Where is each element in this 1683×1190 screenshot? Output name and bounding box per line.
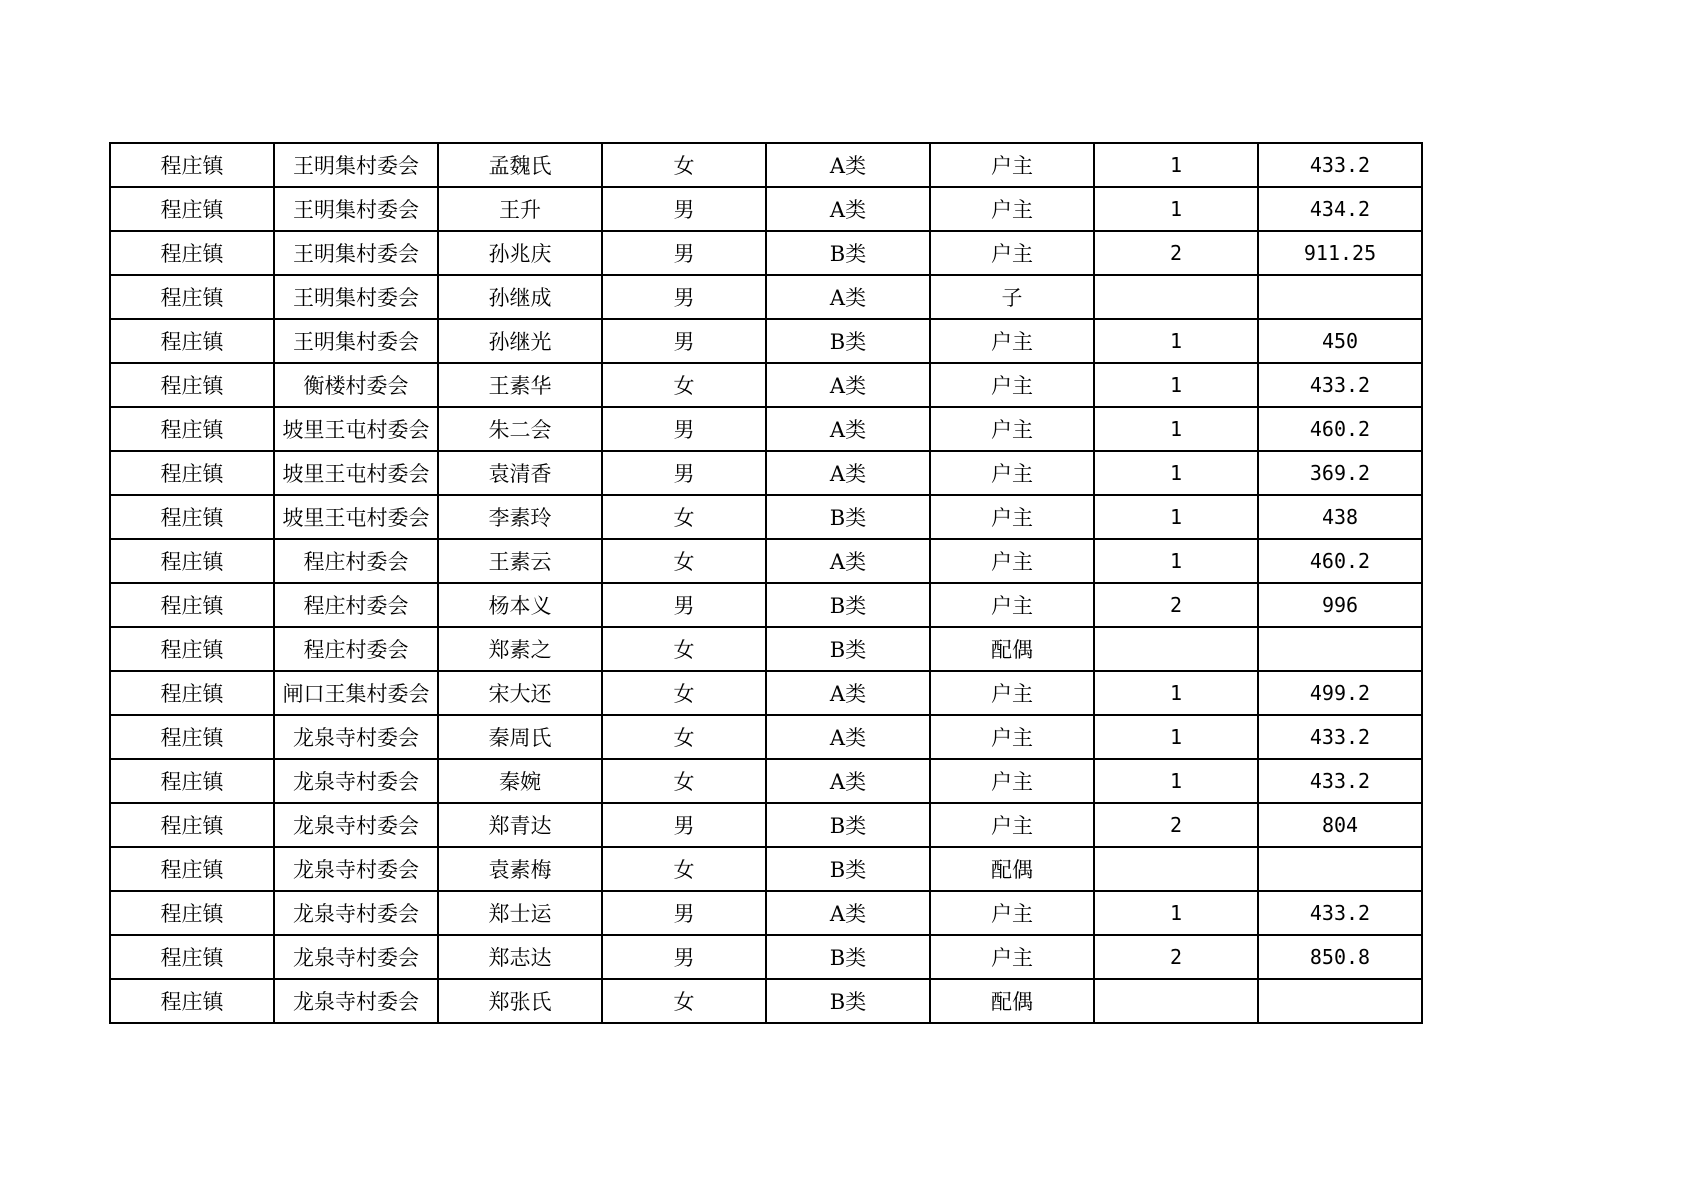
cell-relation: 子 bbox=[930, 275, 1094, 319]
data-table bbox=[109, 142, 1423, 1024]
table-row bbox=[110, 627, 1422, 671]
cell-category: A类 bbox=[766, 715, 930, 759]
cell-category: A类 bbox=[766, 363, 930, 407]
cell-village: 龙泉寺村委会 bbox=[274, 935, 438, 979]
cell-town: 程庄镇 bbox=[110, 891, 274, 935]
cell-relation: 户主 bbox=[930, 803, 1094, 847]
cell-village: 龙泉寺村委会 bbox=[274, 803, 438, 847]
cell-name: 孟魏氏 bbox=[438, 143, 602, 187]
cell-category: A类 bbox=[766, 671, 930, 715]
cell-village: 程庄村委会 bbox=[274, 539, 438, 583]
cell-town: 程庄镇 bbox=[110, 451, 274, 495]
cell-relation: 户主 bbox=[930, 187, 1094, 231]
cell-name: 孙兆庆 bbox=[438, 231, 602, 275]
table-row bbox=[110, 539, 1422, 583]
cell-count: 1 bbox=[1094, 495, 1258, 539]
cell-name: 秦周氏 bbox=[438, 715, 602, 759]
table-row bbox=[110, 891, 1422, 935]
cell-category: A类 bbox=[766, 187, 930, 231]
cell-count: 1 bbox=[1094, 407, 1258, 451]
cell-gender: 男 bbox=[602, 187, 766, 231]
cell-count: 1 bbox=[1094, 671, 1258, 715]
cell-count: 1 bbox=[1094, 759, 1258, 803]
cell-amount: 850.8 bbox=[1258, 935, 1422, 979]
table-row bbox=[110, 407, 1422, 451]
cell-name: 袁清香 bbox=[438, 451, 602, 495]
cell-town: 程庄镇 bbox=[110, 187, 274, 231]
cell-name: 王素云 bbox=[438, 539, 602, 583]
cell-town: 程庄镇 bbox=[110, 935, 274, 979]
cell-gender: 女 bbox=[602, 759, 766, 803]
cell-village: 坡里王屯村委会 bbox=[274, 495, 438, 539]
cell-category: A类 bbox=[766, 451, 930, 495]
cell-village: 程庄村委会 bbox=[274, 583, 438, 627]
cell-town: 程庄镇 bbox=[110, 143, 274, 187]
cell-category: A类 bbox=[766, 759, 930, 803]
cell-count bbox=[1094, 979, 1258, 1023]
cell-relation: 户主 bbox=[930, 143, 1094, 187]
cell-name: 杨本义 bbox=[438, 583, 602, 627]
cell-count: 2 bbox=[1094, 803, 1258, 847]
cell-town: 程庄镇 bbox=[110, 495, 274, 539]
cell-name: 朱二会 bbox=[438, 407, 602, 451]
cell-village: 王明集村委会 bbox=[274, 187, 438, 231]
cell-gender: 女 bbox=[602, 715, 766, 759]
cell-village: 坡里王屯村委会 bbox=[274, 407, 438, 451]
cell-relation: 户主 bbox=[930, 495, 1094, 539]
cell-relation: 户主 bbox=[930, 935, 1094, 979]
table-row bbox=[110, 319, 1422, 363]
cell-count bbox=[1094, 627, 1258, 671]
cell-relation: 户主 bbox=[930, 319, 1094, 363]
cell-name: 袁素梅 bbox=[438, 847, 602, 891]
cell-count: 2 bbox=[1094, 935, 1258, 979]
cell-category: B类 bbox=[766, 319, 930, 363]
cell-town: 程庄镇 bbox=[110, 539, 274, 583]
cell-gender: 男 bbox=[602, 275, 766, 319]
cell-category: B类 bbox=[766, 495, 930, 539]
cell-relation: 户主 bbox=[930, 715, 1094, 759]
cell-amount: 433.2 bbox=[1258, 363, 1422, 407]
cell-amount: 996 bbox=[1258, 583, 1422, 627]
cell-gender: 女 bbox=[602, 495, 766, 539]
cell-amount: 499.2 bbox=[1258, 671, 1422, 715]
cell-relation: 户主 bbox=[930, 759, 1094, 803]
cell-gender: 男 bbox=[602, 451, 766, 495]
cell-name: 郑张氏 bbox=[438, 979, 602, 1023]
cell-town: 程庄镇 bbox=[110, 803, 274, 847]
cell-category: B类 bbox=[766, 231, 930, 275]
cell-category: A类 bbox=[766, 143, 930, 187]
cell-count: 1 bbox=[1094, 319, 1258, 363]
cell-village: 龙泉寺村委会 bbox=[274, 979, 438, 1023]
cell-gender: 女 bbox=[602, 627, 766, 671]
cell-relation: 配偶 bbox=[930, 847, 1094, 891]
cell-town: 程庄镇 bbox=[110, 671, 274, 715]
cell-town: 程庄镇 bbox=[110, 759, 274, 803]
table-row bbox=[110, 715, 1422, 759]
cell-village: 程庄村委会 bbox=[274, 627, 438, 671]
cell-amount bbox=[1258, 847, 1422, 891]
table-row bbox=[110, 495, 1422, 539]
table-row bbox=[110, 979, 1422, 1023]
cell-relation: 户主 bbox=[930, 891, 1094, 935]
cell-category: B类 bbox=[766, 627, 930, 671]
cell-village: 龙泉寺村委会 bbox=[274, 759, 438, 803]
cell-category: B类 bbox=[766, 803, 930, 847]
cell-village: 坡里王屯村委会 bbox=[274, 451, 438, 495]
cell-count: 2 bbox=[1094, 583, 1258, 627]
cell-category: A类 bbox=[766, 407, 930, 451]
cell-count: 1 bbox=[1094, 143, 1258, 187]
cell-amount: 911.25 bbox=[1258, 231, 1422, 275]
cell-town: 程庄镇 bbox=[110, 627, 274, 671]
cell-count bbox=[1094, 275, 1258, 319]
cell-amount: 433.2 bbox=[1258, 715, 1422, 759]
table-body bbox=[110, 143, 1422, 1023]
cell-gender: 女 bbox=[602, 143, 766, 187]
cell-category: B类 bbox=[766, 847, 930, 891]
table-row bbox=[110, 451, 1422, 495]
cell-count: 1 bbox=[1094, 451, 1258, 495]
cell-amount: 433.2 bbox=[1258, 891, 1422, 935]
cell-village: 王明集村委会 bbox=[274, 275, 438, 319]
cell-category: A类 bbox=[766, 891, 930, 935]
cell-town: 程庄镇 bbox=[110, 363, 274, 407]
cell-category: A类 bbox=[766, 539, 930, 583]
cell-count: 1 bbox=[1094, 187, 1258, 231]
cell-count bbox=[1094, 847, 1258, 891]
cell-town: 程庄镇 bbox=[110, 715, 274, 759]
cell-amount bbox=[1258, 979, 1422, 1023]
cell-relation: 户主 bbox=[930, 231, 1094, 275]
cell-relation: 户主 bbox=[930, 363, 1094, 407]
cell-name: 郑青达 bbox=[438, 803, 602, 847]
cell-amount: 369.2 bbox=[1258, 451, 1422, 495]
cell-gender: 男 bbox=[602, 231, 766, 275]
cell-name: 孙继成 bbox=[438, 275, 602, 319]
cell-name: 王素华 bbox=[438, 363, 602, 407]
table-row bbox=[110, 275, 1422, 319]
table-row bbox=[110, 759, 1422, 803]
cell-amount: 433.2 bbox=[1258, 143, 1422, 187]
cell-amount: 434.2 bbox=[1258, 187, 1422, 231]
cell-town: 程庄镇 bbox=[110, 275, 274, 319]
cell-village: 龙泉寺村委会 bbox=[274, 847, 438, 891]
cell-village: 衡楼村委会 bbox=[274, 363, 438, 407]
cell-village: 闸口王集村委会 bbox=[274, 671, 438, 715]
cell-town: 程庄镇 bbox=[110, 407, 274, 451]
cell-gender: 女 bbox=[602, 363, 766, 407]
cell-relation: 户主 bbox=[930, 583, 1094, 627]
cell-name: 王升 bbox=[438, 187, 602, 231]
cell-amount: 460.2 bbox=[1258, 539, 1422, 583]
cell-gender: 女 bbox=[602, 539, 766, 583]
cell-name: 郑士运 bbox=[438, 891, 602, 935]
table-row bbox=[110, 583, 1422, 627]
cell-gender: 男 bbox=[602, 891, 766, 935]
cell-gender: 女 bbox=[602, 979, 766, 1023]
cell-relation: 户主 bbox=[930, 451, 1094, 495]
table-row bbox=[110, 935, 1422, 979]
cell-count: 1 bbox=[1094, 363, 1258, 407]
cell-gender: 男 bbox=[602, 583, 766, 627]
cell-village: 王明集村委会 bbox=[274, 143, 438, 187]
cell-count: 1 bbox=[1094, 539, 1258, 583]
cell-town: 程庄镇 bbox=[110, 979, 274, 1023]
cell-name: 郑素之 bbox=[438, 627, 602, 671]
cell-village: 王明集村委会 bbox=[274, 231, 438, 275]
cell-gender: 男 bbox=[602, 319, 766, 363]
cell-relation: 配偶 bbox=[930, 979, 1094, 1023]
cell-count: 2 bbox=[1094, 231, 1258, 275]
cell-village: 王明集村委会 bbox=[274, 319, 438, 363]
cell-relation: 户主 bbox=[930, 539, 1094, 583]
cell-category: B类 bbox=[766, 935, 930, 979]
cell-gender: 男 bbox=[602, 803, 766, 847]
cell-amount bbox=[1258, 627, 1422, 671]
cell-count: 1 bbox=[1094, 715, 1258, 759]
cell-amount: 438 bbox=[1258, 495, 1422, 539]
cell-amount: 804 bbox=[1258, 803, 1422, 847]
cell-name: 李素玲 bbox=[438, 495, 602, 539]
cell-amount: 460.2 bbox=[1258, 407, 1422, 451]
cell-name: 宋大还 bbox=[438, 671, 602, 715]
cell-amount: 450 bbox=[1258, 319, 1422, 363]
cell-town: 程庄镇 bbox=[110, 583, 274, 627]
cell-amount bbox=[1258, 275, 1422, 319]
table-row bbox=[110, 143, 1422, 187]
table-row bbox=[110, 803, 1422, 847]
cell-relation: 配偶 bbox=[930, 627, 1094, 671]
cell-count: 1 bbox=[1094, 891, 1258, 935]
cell-village: 龙泉寺村委会 bbox=[274, 715, 438, 759]
cell-name: 秦婉 bbox=[438, 759, 602, 803]
cell-relation: 户主 bbox=[930, 407, 1094, 451]
cell-town: 程庄镇 bbox=[110, 231, 274, 275]
cell-gender: 男 bbox=[602, 935, 766, 979]
table-row bbox=[110, 847, 1422, 891]
cell-name: 郑志达 bbox=[438, 935, 602, 979]
cell-gender: 女 bbox=[602, 671, 766, 715]
cell-category: B类 bbox=[766, 583, 930, 627]
table-row bbox=[110, 187, 1422, 231]
cell-amount: 433.2 bbox=[1258, 759, 1422, 803]
cell-gender: 女 bbox=[602, 847, 766, 891]
cell-village: 龙泉寺村委会 bbox=[274, 891, 438, 935]
table-row bbox=[110, 363, 1422, 407]
table-row bbox=[110, 231, 1422, 275]
cell-relation: 户主 bbox=[930, 671, 1094, 715]
cell-category: B类 bbox=[766, 979, 930, 1023]
cell-name: 孙继光 bbox=[438, 319, 602, 363]
cell-town: 程庄镇 bbox=[110, 847, 274, 891]
cell-gender: 男 bbox=[602, 407, 766, 451]
table-row bbox=[110, 671, 1422, 715]
cell-town: 程庄镇 bbox=[110, 319, 274, 363]
cell-category: A类 bbox=[766, 275, 930, 319]
